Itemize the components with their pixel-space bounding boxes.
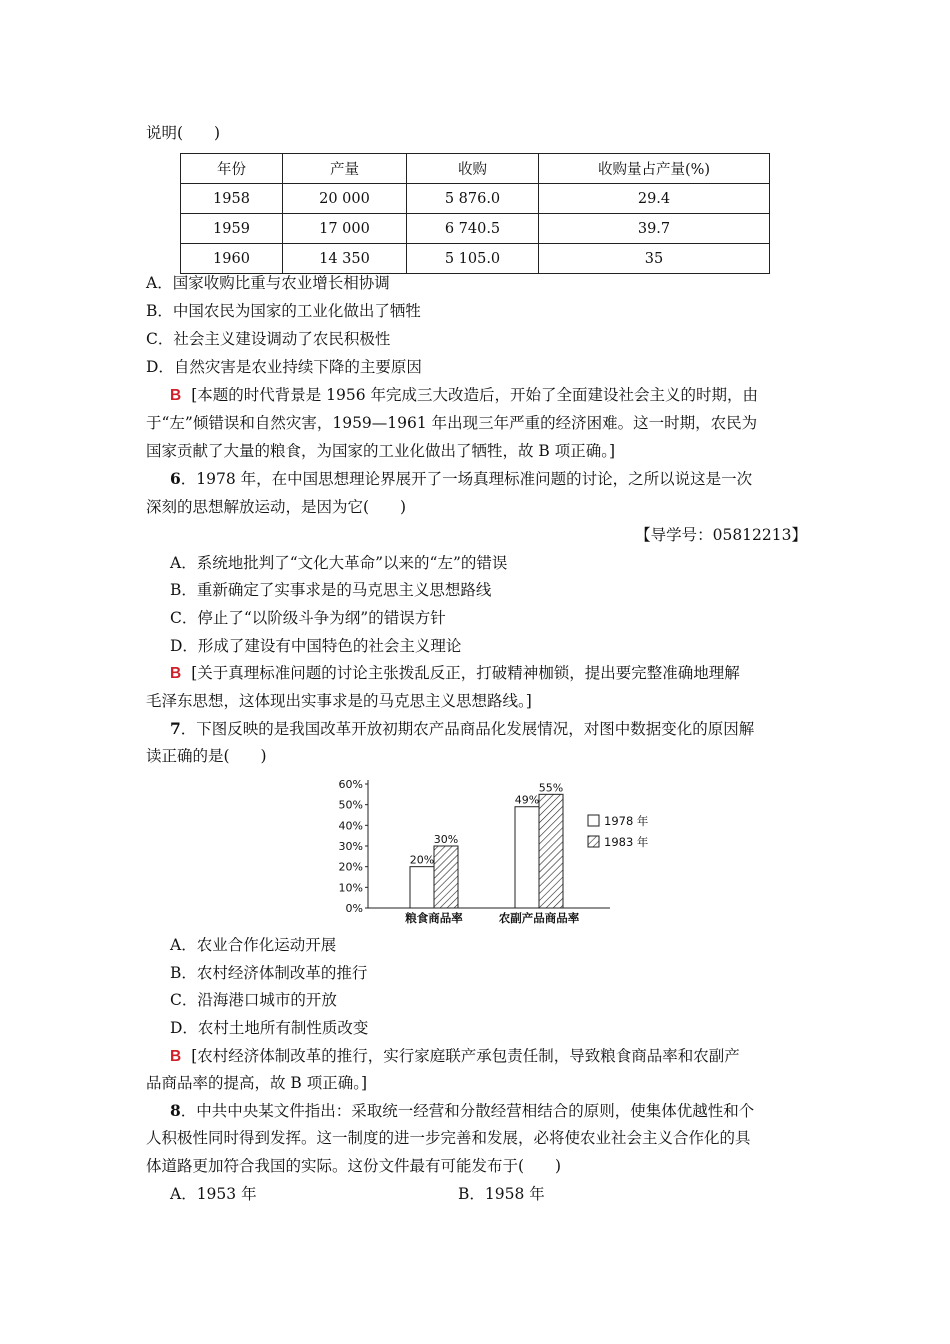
table-cell: 1958	[181, 184, 283, 214]
x-category-label: 农副产品商品率	[498, 911, 580, 925]
table-header: 收购	[407, 154, 539, 184]
q5-option-c: C．社会主义建设调动了农民积极性	[146, 330, 391, 348]
q6-explanation-line: 毛泽东思想，这体现出实事求是的马克思主义思想路线。]	[146, 692, 532, 710]
q5-explanation-text: [本题的时代背景是 1956 年完成三大改造后，开始了全面建设社会主义的时期，由	[191, 386, 759, 404]
x-category-label: 粮食商品率	[405, 911, 463, 925]
table-cell: 6 740.5	[407, 214, 539, 244]
table-cell: 39.7	[539, 214, 770, 244]
table-header: 产量	[283, 154, 407, 184]
table-cell: 1960	[181, 244, 283, 274]
table-cell: 14 350	[283, 244, 407, 274]
y-tick-label: 10%	[338, 881, 363, 895]
q7-answer: B	[170, 1048, 182, 1065]
q5-option-a: A．国家收购比重与农业增长相协调	[146, 274, 390, 292]
y-tick-label: 0%	[345, 902, 363, 915]
q6-stem-text: ．1978 年，在中国思想理论界展开了一场真理标准问题的讨论，之所以说这是一次	[180, 470, 753, 488]
q7-explanation-text: [农村经济体制改革的推行，实行家庭联产承包责任制，导致粮食商品率和农副产	[191, 1047, 740, 1065]
bar-1978	[410, 867, 434, 908]
q5-option-b: B．中国农民为国家的工业化做出了牺牲	[146, 302, 421, 320]
q5-explanation-line: 于“左”倾错误和自然灾害，1959—1961 年出现三年严重的经济困难。这一时期，农民为	[146, 414, 758, 432]
q6-explanation-line	[170, 663, 740, 684]
q6-option-c: C．停止了“以阶级斗争为纲”的错误方针	[170, 609, 446, 627]
data-table	[180, 153, 770, 274]
table-cell: 1959	[181, 214, 283, 244]
bar-value-label: 30%	[433, 833, 459, 846]
q6-guide-number: 【导学号：05812213】	[635, 526, 807, 544]
bar-1983	[539, 794, 563, 908]
table-cell: 5 105.0	[407, 244, 539, 274]
bar-chart	[330, 770, 660, 930]
legend-swatch	[588, 836, 599, 847]
q6-option-b: B．重新确定了实事求是的马克思主义思想路线	[170, 581, 492, 599]
q8-stem-text: ．中共中央某文件指出：采取统一经营和分散经营相结合的原则，使集体优越性和个	[180, 1102, 755, 1120]
table-row	[181, 244, 770, 274]
legend-swatch	[588, 815, 599, 826]
q5-stem: 说明( )	[146, 124, 221, 142]
table-cell: 17 000	[283, 214, 407, 244]
q7-explanation-line	[170, 1046, 740, 1067]
q8-stem-line	[170, 1101, 754, 1121]
q7-stem-line: 读正确的是( )	[146, 747, 267, 765]
q8-stem-line: 体道路更加符合我国的实际。这份文件最有可能发布于( )	[146, 1157, 562, 1175]
q6-option-d: D．形成了建设有中国特色的社会主义理论	[170, 637, 462, 655]
y-tick-label: 40%	[338, 819, 363, 833]
table-cell: 20 000	[283, 184, 407, 214]
table-cell: 35	[539, 244, 770, 274]
q5-explanation-line	[170, 385, 758, 406]
table-cell: 29.4	[539, 184, 770, 214]
bar-1983	[434, 846, 458, 908]
table-header-row	[181, 154, 770, 184]
legend-label: 1978 年	[604, 814, 649, 828]
table-row	[181, 214, 770, 244]
q8-stem-line: 人积极性同时得到发挥。这一制度的进一步完善和发展，必将使农业社会主义合作化的具	[146, 1129, 751, 1147]
q6-number: 6	[170, 469, 181, 488]
table-header: 收购量占产量(%)	[539, 154, 770, 184]
q8-number: 8	[170, 1101, 181, 1120]
q7-option-a: A．农业合作化运动开展	[170, 936, 337, 954]
y-tick-label: 60%	[338, 778, 363, 791]
bar-value-label: 55%	[538, 781, 564, 795]
q8-option-b: B．1958 年	[458, 1185, 545, 1203]
bar-value-label: 49%	[514, 793, 540, 807]
q6-stem-line: 深刻的思想解放运动，是因为它( )	[146, 498, 407, 516]
q7-stem-line	[170, 719, 754, 739]
q7-number: 7	[170, 719, 181, 738]
q6-answer: B	[170, 665, 182, 682]
q6-stem-line	[170, 469, 752, 489]
q5-option-d: D．自然灾害是农业持续下降的主要原因	[146, 358, 422, 376]
q5-answer: B	[170, 387, 182, 404]
table-cell: 5 876.0	[407, 184, 539, 214]
q6-explanation-text: [关于真理标准问题的讨论主张拨乱反正，打破精神枷锁，提出要完整准确地理解	[191, 664, 740, 682]
q8-option-a: A．1953 年	[170, 1185, 257, 1203]
y-tick-label: 30%	[338, 840, 363, 853]
table-row	[181, 184, 770, 214]
legend-label: 1983 年	[604, 835, 649, 849]
y-tick-label: 20%	[338, 860, 363, 874]
q7-option-d: D．农村土地所有制性质改变	[170, 1019, 369, 1037]
bar-1978	[515, 807, 539, 908]
q7-stem-text: ．下图反映的是我国改革开放初期农产品商品化发展情况，对图中数据变化的原因解	[180, 720, 755, 738]
q7-option-b: B．农村经济体制改革的推行	[170, 964, 368, 982]
q5-explanation-line: 国家贡献了大量的粮食，为国家的工业化做出了牺牲，故 B 项正确。]	[146, 442, 616, 460]
table-header: 年份	[181, 154, 283, 184]
q7-explanation-line: 品商品率的提高，故 B 项正确。]	[146, 1074, 368, 1092]
bar-value-label: 20%	[409, 853, 435, 867]
q6-option-a: A．系统地批判了“文化大革命”以来的“左”的错误	[170, 554, 508, 572]
y-tick-label: 50%	[338, 798, 363, 812]
q7-option-c: C．沿海港口城市的开放	[170, 991, 337, 1009]
